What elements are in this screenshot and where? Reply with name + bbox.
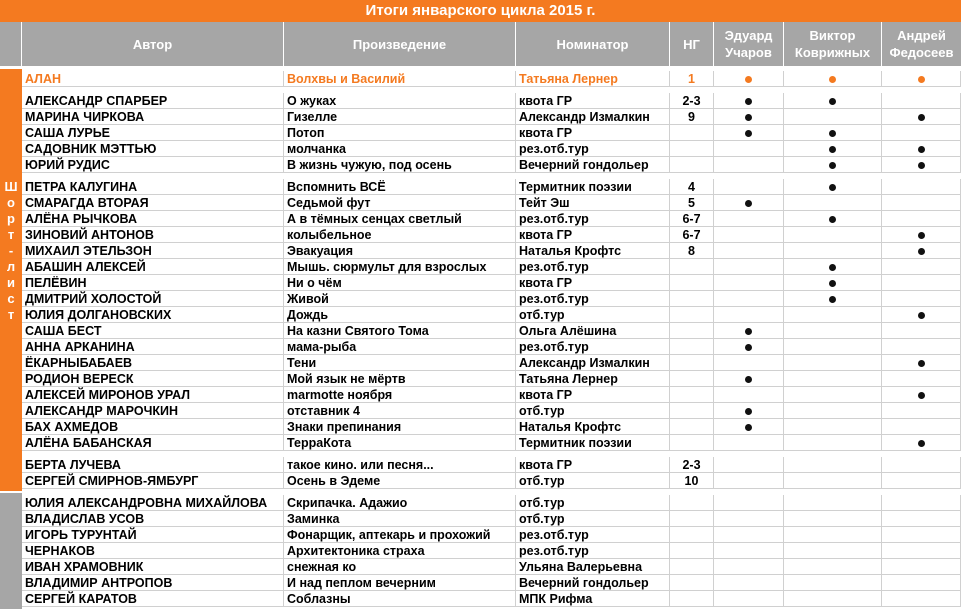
- cell-work: колыбельное: [284, 227, 516, 243]
- cell-work: Эвакуация: [284, 243, 516, 259]
- cell-judge-2: [784, 403, 882, 419]
- cell-work: Мышь. сюрмульт для взрослых: [284, 259, 516, 275]
- cell-ng: 10: [670, 473, 714, 489]
- cell-nominator: рез.отб.тур: [516, 259, 670, 275]
- cell-judge-2: [784, 575, 882, 591]
- cell-nominator: отб.тур: [516, 511, 670, 527]
- cell-judge-1: [714, 259, 784, 275]
- header-nominator: Номинатор: [516, 22, 670, 66]
- cell-author: ПЕЛЁВИН: [22, 275, 284, 291]
- table-row: [0, 71, 961, 87]
- table-row: [0, 291, 961, 307]
- cell-nominator: квота ГР: [516, 227, 670, 243]
- cell-author: ДМИТРИЙ ХОЛОСТОЙ: [22, 291, 284, 307]
- cell-judge-1: [714, 291, 784, 307]
- cell-author: АЛЕКСАНДР МАРОЧКИН: [22, 403, 284, 419]
- cell-nominator: Термитник поэзии: [516, 435, 670, 451]
- cell-author: ПЕТРА КАЛУГИНА: [22, 179, 284, 195]
- cell-judge-1: [714, 387, 784, 403]
- vote-dot: [745, 98, 752, 105]
- cell-judge-1: [714, 419, 784, 435]
- cell-judge-3: [882, 473, 961, 489]
- table-row: [0, 275, 961, 291]
- table-row: [0, 495, 961, 511]
- cell-judge-3: [882, 307, 961, 323]
- cell-judge-3: [882, 291, 961, 307]
- cell-ng: [670, 495, 714, 511]
- vote-dot: [829, 146, 836, 153]
- cell-judge-3: [882, 527, 961, 543]
- cell-ng: [670, 575, 714, 591]
- cell-judge-2: [784, 211, 882, 227]
- header-work: Произведение: [284, 22, 516, 66]
- cell-judge-2: [784, 435, 882, 451]
- header-judge-2: Виктор Коврижных: [784, 22, 882, 66]
- vote-dot: [829, 216, 836, 223]
- cell-judge-2: [784, 323, 882, 339]
- vote-dot: [745, 424, 752, 431]
- cell-nominator: отб.тур: [516, 307, 670, 323]
- cell-judge-2: [784, 93, 882, 109]
- cell-ng: [670, 259, 714, 275]
- cell-judge-2: [784, 243, 882, 259]
- cell-judge-1: [714, 275, 784, 291]
- cell-judge-3: [882, 387, 961, 403]
- table-row: [0, 307, 961, 323]
- cell-nominator: отб.тур: [516, 473, 670, 489]
- cell-work: молчанка: [284, 141, 516, 157]
- cell-judge-3: [882, 71, 961, 87]
- vote-dot: [829, 296, 836, 303]
- cell-work: Мой язык не мёртв: [284, 371, 516, 387]
- cell-judge-3: [882, 403, 961, 419]
- cell-nominator: отб.тур: [516, 403, 670, 419]
- cell-work: И над пеплом вечерним: [284, 575, 516, 591]
- cell-work: Седьмой фут: [284, 195, 516, 211]
- cell-author: САША БЕСТ: [22, 323, 284, 339]
- vote-dot: [745, 200, 752, 207]
- cell-ng: [670, 543, 714, 559]
- cell-judge-3: [882, 243, 961, 259]
- cell-author: СЕРГЕЙ СМИРНОВ-ЯМБУРГ: [22, 473, 284, 489]
- cell-judge-1: [714, 527, 784, 543]
- vote-dot: [829, 264, 836, 271]
- cell-judge-3: [882, 109, 961, 125]
- cell-judge-3: [882, 339, 961, 355]
- cell-judge-1: [714, 543, 784, 559]
- cell-judge-2: [784, 387, 882, 403]
- shortlist-label: Ш о р т - л и с т: [4, 179, 18, 322]
- cell-judge-2: [784, 371, 882, 387]
- cell-work: В жизнь чужую, под осень: [284, 157, 516, 173]
- cell-work: Заминка: [284, 511, 516, 527]
- cell-work: Фонарщик, аптекарь и прохожий: [284, 527, 516, 543]
- cell-judge-2: [784, 355, 882, 371]
- cell-judge-1: [714, 435, 784, 451]
- cell-nominator: рез.отб.тур: [516, 291, 670, 307]
- cell-nominator: Вечерний гондольер: [516, 157, 670, 173]
- table-row: [0, 403, 961, 419]
- cell-author: ЧЕРНАКОВ: [22, 543, 284, 559]
- cell-work: снежная ко: [284, 559, 516, 575]
- cell-judge-2: [784, 543, 882, 559]
- cell-judge-2: [784, 195, 882, 211]
- cell-author: АЛАН: [22, 71, 284, 87]
- cell-nominator: отб.тур: [516, 495, 670, 511]
- cell-work: Скрипачка. Адажио: [284, 495, 516, 511]
- table-row: [0, 125, 961, 141]
- cell-judge-1: [714, 211, 784, 227]
- cell-judge-3: [882, 211, 961, 227]
- cell-judge-1: [714, 473, 784, 489]
- cell-work: А в тёмных сенцах светлый: [284, 211, 516, 227]
- cell-judge-2: [784, 527, 882, 543]
- table-row: [0, 473, 961, 489]
- cell-nominator: МПК Рифма: [516, 591, 670, 607]
- vote-dot: [918, 248, 925, 255]
- cell-nominator: квота ГР: [516, 125, 670, 141]
- table-row: [0, 227, 961, 243]
- cell-author: МАРИНА ЧИРКОВА: [22, 109, 284, 125]
- cell-judge-2: [784, 141, 882, 157]
- cell-judge-2: [784, 125, 882, 141]
- table-row: [0, 371, 961, 387]
- cell-ng: [670, 157, 714, 173]
- cell-judge-3: [882, 227, 961, 243]
- cell-ng: [670, 419, 714, 435]
- vote-dot: [829, 98, 836, 105]
- cell-author: ЁКАРНЫБАБАЕВ: [22, 355, 284, 371]
- cell-work: Архитектоника страха: [284, 543, 516, 559]
- vote-dot: [829, 130, 836, 137]
- table-row: [0, 511, 961, 527]
- cell-ng: 1: [670, 71, 714, 87]
- cell-work: Соблазны: [284, 591, 516, 607]
- cell-judge-3: [882, 435, 961, 451]
- cell-ng: [670, 527, 714, 543]
- cell-ng: 4: [670, 179, 714, 195]
- table-row: [0, 179, 961, 195]
- cell-author: БАХ АХМЕДОВ: [22, 419, 284, 435]
- cell-nominator: Вечерний гондольер: [516, 575, 670, 591]
- cell-ng: [670, 323, 714, 339]
- cell-judge-2: [784, 71, 882, 87]
- cell-judge-1: [714, 307, 784, 323]
- cell-ng: [670, 403, 714, 419]
- cell-author: АННА АРКАНИНА: [22, 339, 284, 355]
- cell-judge-3: [882, 323, 961, 339]
- cell-work: marmotte ноября: [284, 387, 516, 403]
- cell-nominator: Ульяна Валерьевна: [516, 559, 670, 575]
- table-row: [0, 435, 961, 451]
- cell-judge-1: [714, 141, 784, 157]
- cell-ng: 6-7: [670, 227, 714, 243]
- header-judge-1: Эдуард Учаров: [714, 22, 784, 66]
- vote-dot: [829, 76, 836, 83]
- vote-dot: [918, 392, 925, 399]
- cell-judge-2: [784, 275, 882, 291]
- shortlist-sidebar: [0, 69, 22, 491]
- cell-judge-2: [784, 227, 882, 243]
- cell-work: Знаки препинания: [284, 419, 516, 435]
- cell-nominator: квота ГР: [516, 93, 670, 109]
- page-title: Итоги январского цикла 2015 г.: [0, 0, 961, 22]
- cell-judge-1: [714, 457, 784, 473]
- cell-author: БЕРТА ЛУЧЕВА: [22, 457, 284, 473]
- cell-author: АЛЕКСАНДР СПАРБЕР: [22, 93, 284, 109]
- cell-nominator: Александр Измалкин: [516, 355, 670, 371]
- cell-ng: 5: [670, 195, 714, 211]
- cell-judge-2: [784, 495, 882, 511]
- cell-nominator: Татьяна Лернер: [516, 71, 670, 87]
- table-row: [0, 559, 961, 575]
- cell-judge-3: [882, 559, 961, 575]
- cell-author: МИХАИЛ ЭТЕЛЬЗОН: [22, 243, 284, 259]
- cell-author: АЛЕКСЕЙ МИРОНОВ УРАЛ: [22, 387, 284, 403]
- cell-work: ТерраКота: [284, 435, 516, 451]
- cell-ng: [670, 387, 714, 403]
- vote-dot: [745, 130, 752, 137]
- vote-dot: [918, 312, 925, 319]
- cell-judge-3: [882, 195, 961, 211]
- cell-judge-1: [714, 125, 784, 141]
- table-row: [0, 259, 961, 275]
- cell-judge-2: [784, 591, 882, 607]
- cell-judge-3: [882, 179, 961, 195]
- cell-nominator: квота ГР: [516, 275, 670, 291]
- cell-nominator: Наталья Крофтс: [516, 419, 670, 435]
- vote-dot: [918, 76, 925, 83]
- cell-judge-2: [784, 109, 882, 125]
- cell-nominator: рез.отб.тур: [516, 211, 670, 227]
- cell-judge-3: [882, 495, 961, 511]
- cell-judge-3: [882, 157, 961, 173]
- cell-author: САДОВНИК МЭТТЬЮ: [22, 141, 284, 157]
- cell-judge-2: [784, 179, 882, 195]
- cell-nominator: рез.отб.тур: [516, 543, 670, 559]
- cell-work: мама-рыба: [284, 339, 516, 355]
- cell-judge-1: [714, 227, 784, 243]
- cell-judge-2: [784, 259, 882, 275]
- table-row: [0, 339, 961, 355]
- table-row: [0, 387, 961, 403]
- table-row: [0, 243, 961, 259]
- cell-judge-2: [784, 307, 882, 323]
- table-row: [0, 419, 961, 435]
- cell-work: Гизелле: [284, 109, 516, 125]
- cell-author: ЗИНОВИЙ АНТОНОВ: [22, 227, 284, 243]
- cell-ng: [670, 435, 714, 451]
- cell-judge-3: [882, 419, 961, 435]
- table-row: [0, 457, 961, 473]
- cell-judge-1: [714, 403, 784, 419]
- cell-nominator: квота ГР: [516, 457, 670, 473]
- vote-dot: [918, 146, 925, 153]
- cell-author: СЕРГЕЙ КАРАТОВ: [22, 591, 284, 607]
- table-row: [0, 93, 961, 109]
- cell-ng: [670, 371, 714, 387]
- cell-author: АБАШИН АЛЕКСЕЙ: [22, 259, 284, 275]
- cell-ng: [670, 355, 714, 371]
- cell-author: РОДИОН ВЕРЕСК: [22, 371, 284, 387]
- vote-dot: [918, 162, 925, 169]
- cell-author: АЛЁНА РЫЧКОВА: [22, 211, 284, 227]
- cell-work: Тени: [284, 355, 516, 371]
- cell-judge-2: [784, 473, 882, 489]
- vote-dot: [829, 184, 836, 191]
- cell-author: ЮЛИЯ ДОЛГАНОВСКИХ: [22, 307, 284, 323]
- cell-ng: [670, 291, 714, 307]
- cell-judge-3: [882, 511, 961, 527]
- cell-ng: [670, 275, 714, 291]
- cell-nominator: рез.отб.тур: [516, 141, 670, 157]
- vote-dot: [918, 232, 925, 239]
- cell-author: ВЛАДИМИР АНТРОПОВ: [22, 575, 284, 591]
- vote-dot: [918, 360, 925, 367]
- cell-judge-1: [714, 323, 784, 339]
- cell-ng: [670, 125, 714, 141]
- cell-judge-2: [784, 419, 882, 435]
- table-row: [0, 141, 961, 157]
- cell-judge-3: [882, 93, 961, 109]
- cell-work: Волхвы и Василий: [284, 71, 516, 87]
- cell-work: О жуках: [284, 93, 516, 109]
- cell-nominator: рез.отб.тур: [516, 339, 670, 355]
- cell-judge-1: [714, 355, 784, 371]
- cell-ng: [670, 339, 714, 355]
- cell-nominator: Татьяна Лернер: [516, 371, 670, 387]
- vote-dot: [918, 440, 925, 447]
- cell-judge-2: [784, 457, 882, 473]
- cell-author: ИВАН ХРАМОВНИК: [22, 559, 284, 575]
- vote-dot: [745, 114, 752, 121]
- header-spacer: [0, 22, 22, 66]
- vote-dot: [745, 408, 752, 415]
- cell-nominator: Тейт Эш: [516, 195, 670, 211]
- cell-judge-1: [714, 339, 784, 355]
- header-ng: НГ: [670, 22, 714, 66]
- table-row: [0, 543, 961, 559]
- cell-judge-2: [784, 157, 882, 173]
- table-row: [0, 591, 961, 607]
- cell-work: Осень в Эдеме: [284, 473, 516, 489]
- cell-ng: [670, 591, 714, 607]
- cell-judge-3: [882, 457, 961, 473]
- cell-author: САША ЛУРЬЕ: [22, 125, 284, 141]
- vote-dot: [745, 376, 752, 383]
- vote-dot: [918, 114, 925, 121]
- cell-ng: [670, 559, 714, 575]
- cell-judge-3: [882, 371, 961, 387]
- cell-work: такое кино. или песня...: [284, 457, 516, 473]
- vote-dot: [829, 162, 836, 169]
- cell-author: ЮЛИЯ АЛЕКСАНДРОВНА МИХАЙЛОВА: [22, 495, 284, 511]
- cell-judge-2: [784, 511, 882, 527]
- table-row: [0, 527, 961, 543]
- cell-author: ВЛАДИСЛАВ УСОВ: [22, 511, 284, 527]
- cell-work: Вспомнить ВСЁ: [284, 179, 516, 195]
- cell-judge-1: [714, 371, 784, 387]
- cell-ng: 6-7: [670, 211, 714, 227]
- cell-judge-1: [714, 559, 784, 575]
- cell-author: АЛЁНА БАБАНСКАЯ: [22, 435, 284, 451]
- table-row: [0, 211, 961, 227]
- cell-ng: [670, 141, 714, 157]
- cell-judge-3: [882, 575, 961, 591]
- cell-judge-1: [714, 575, 784, 591]
- cell-nominator: Ольга Алёшина: [516, 323, 670, 339]
- cell-judge-1: [714, 495, 784, 511]
- cell-judge-3: [882, 125, 961, 141]
- cell-nominator: квота ГР: [516, 387, 670, 403]
- table-row: [0, 195, 961, 211]
- cell-ng: 9: [670, 109, 714, 125]
- cell-author: СМАРАГДА ВТОРАЯ: [22, 195, 284, 211]
- cell-judge-2: [784, 339, 882, 355]
- vote-dot: [829, 280, 836, 287]
- cell-author: ЮРИЙ РУДИС: [22, 157, 284, 173]
- header-judge-3: Андрей Федосеев: [889, 28, 954, 60]
- cell-judge-1: [714, 179, 784, 195]
- cell-judge-1: [714, 157, 784, 173]
- cell-author: ИГОРЬ ТУРУНТАЙ: [22, 527, 284, 543]
- table-row: [0, 157, 961, 173]
- cell-ng: 2-3: [670, 93, 714, 109]
- cell-ng: [670, 307, 714, 323]
- table-row: [0, 355, 961, 371]
- cell-judge-2: [784, 291, 882, 307]
- cell-judge-1: [714, 195, 784, 211]
- cell-judge-1: [714, 243, 784, 259]
- cell-work: Живой: [284, 291, 516, 307]
- cell-judge-1: [714, 93, 784, 109]
- cell-nominator: Александр Измалкин: [516, 109, 670, 125]
- vote-dot: [745, 328, 752, 335]
- cell-ng: 8: [670, 243, 714, 259]
- table-row: [0, 575, 961, 591]
- cell-work: Ни о чём: [284, 275, 516, 291]
- table-header: [0, 22, 961, 66]
- cell-nominator: Термитник поэзии: [516, 179, 670, 195]
- cell-judge-3: [882, 275, 961, 291]
- table-row: [0, 109, 961, 125]
- cell-judge-3: [882, 141, 961, 157]
- cell-judge-1: [714, 511, 784, 527]
- cell-judge-3: [882, 355, 961, 371]
- cell-work: Дождь: [284, 307, 516, 323]
- cell-judge-3: [882, 543, 961, 559]
- cell-judge-1: [714, 109, 784, 125]
- cell-judge-1: [714, 71, 784, 87]
- header-author: Автор: [22, 22, 284, 66]
- cell-work: Потоп: [284, 125, 516, 141]
- cell-work: На казни Святого Тома: [284, 323, 516, 339]
- vote-dot: [745, 76, 752, 83]
- cell-ng: [670, 511, 714, 527]
- cell-judge-1: [714, 591, 784, 607]
- vote-dot: [745, 344, 752, 351]
- cell-nominator: рез.отб.тур: [516, 527, 670, 543]
- cell-nominator: Наталья Крофтс: [516, 243, 670, 259]
- cell-judge-3: [882, 259, 961, 275]
- cell-judge-2: [784, 559, 882, 575]
- cell-ng: 2-3: [670, 457, 714, 473]
- cell-work: отставник 4: [284, 403, 516, 419]
- table-row: [0, 323, 961, 339]
- cell-judge-3: [882, 591, 961, 607]
- longlist-sidebar: [0, 493, 22, 609]
